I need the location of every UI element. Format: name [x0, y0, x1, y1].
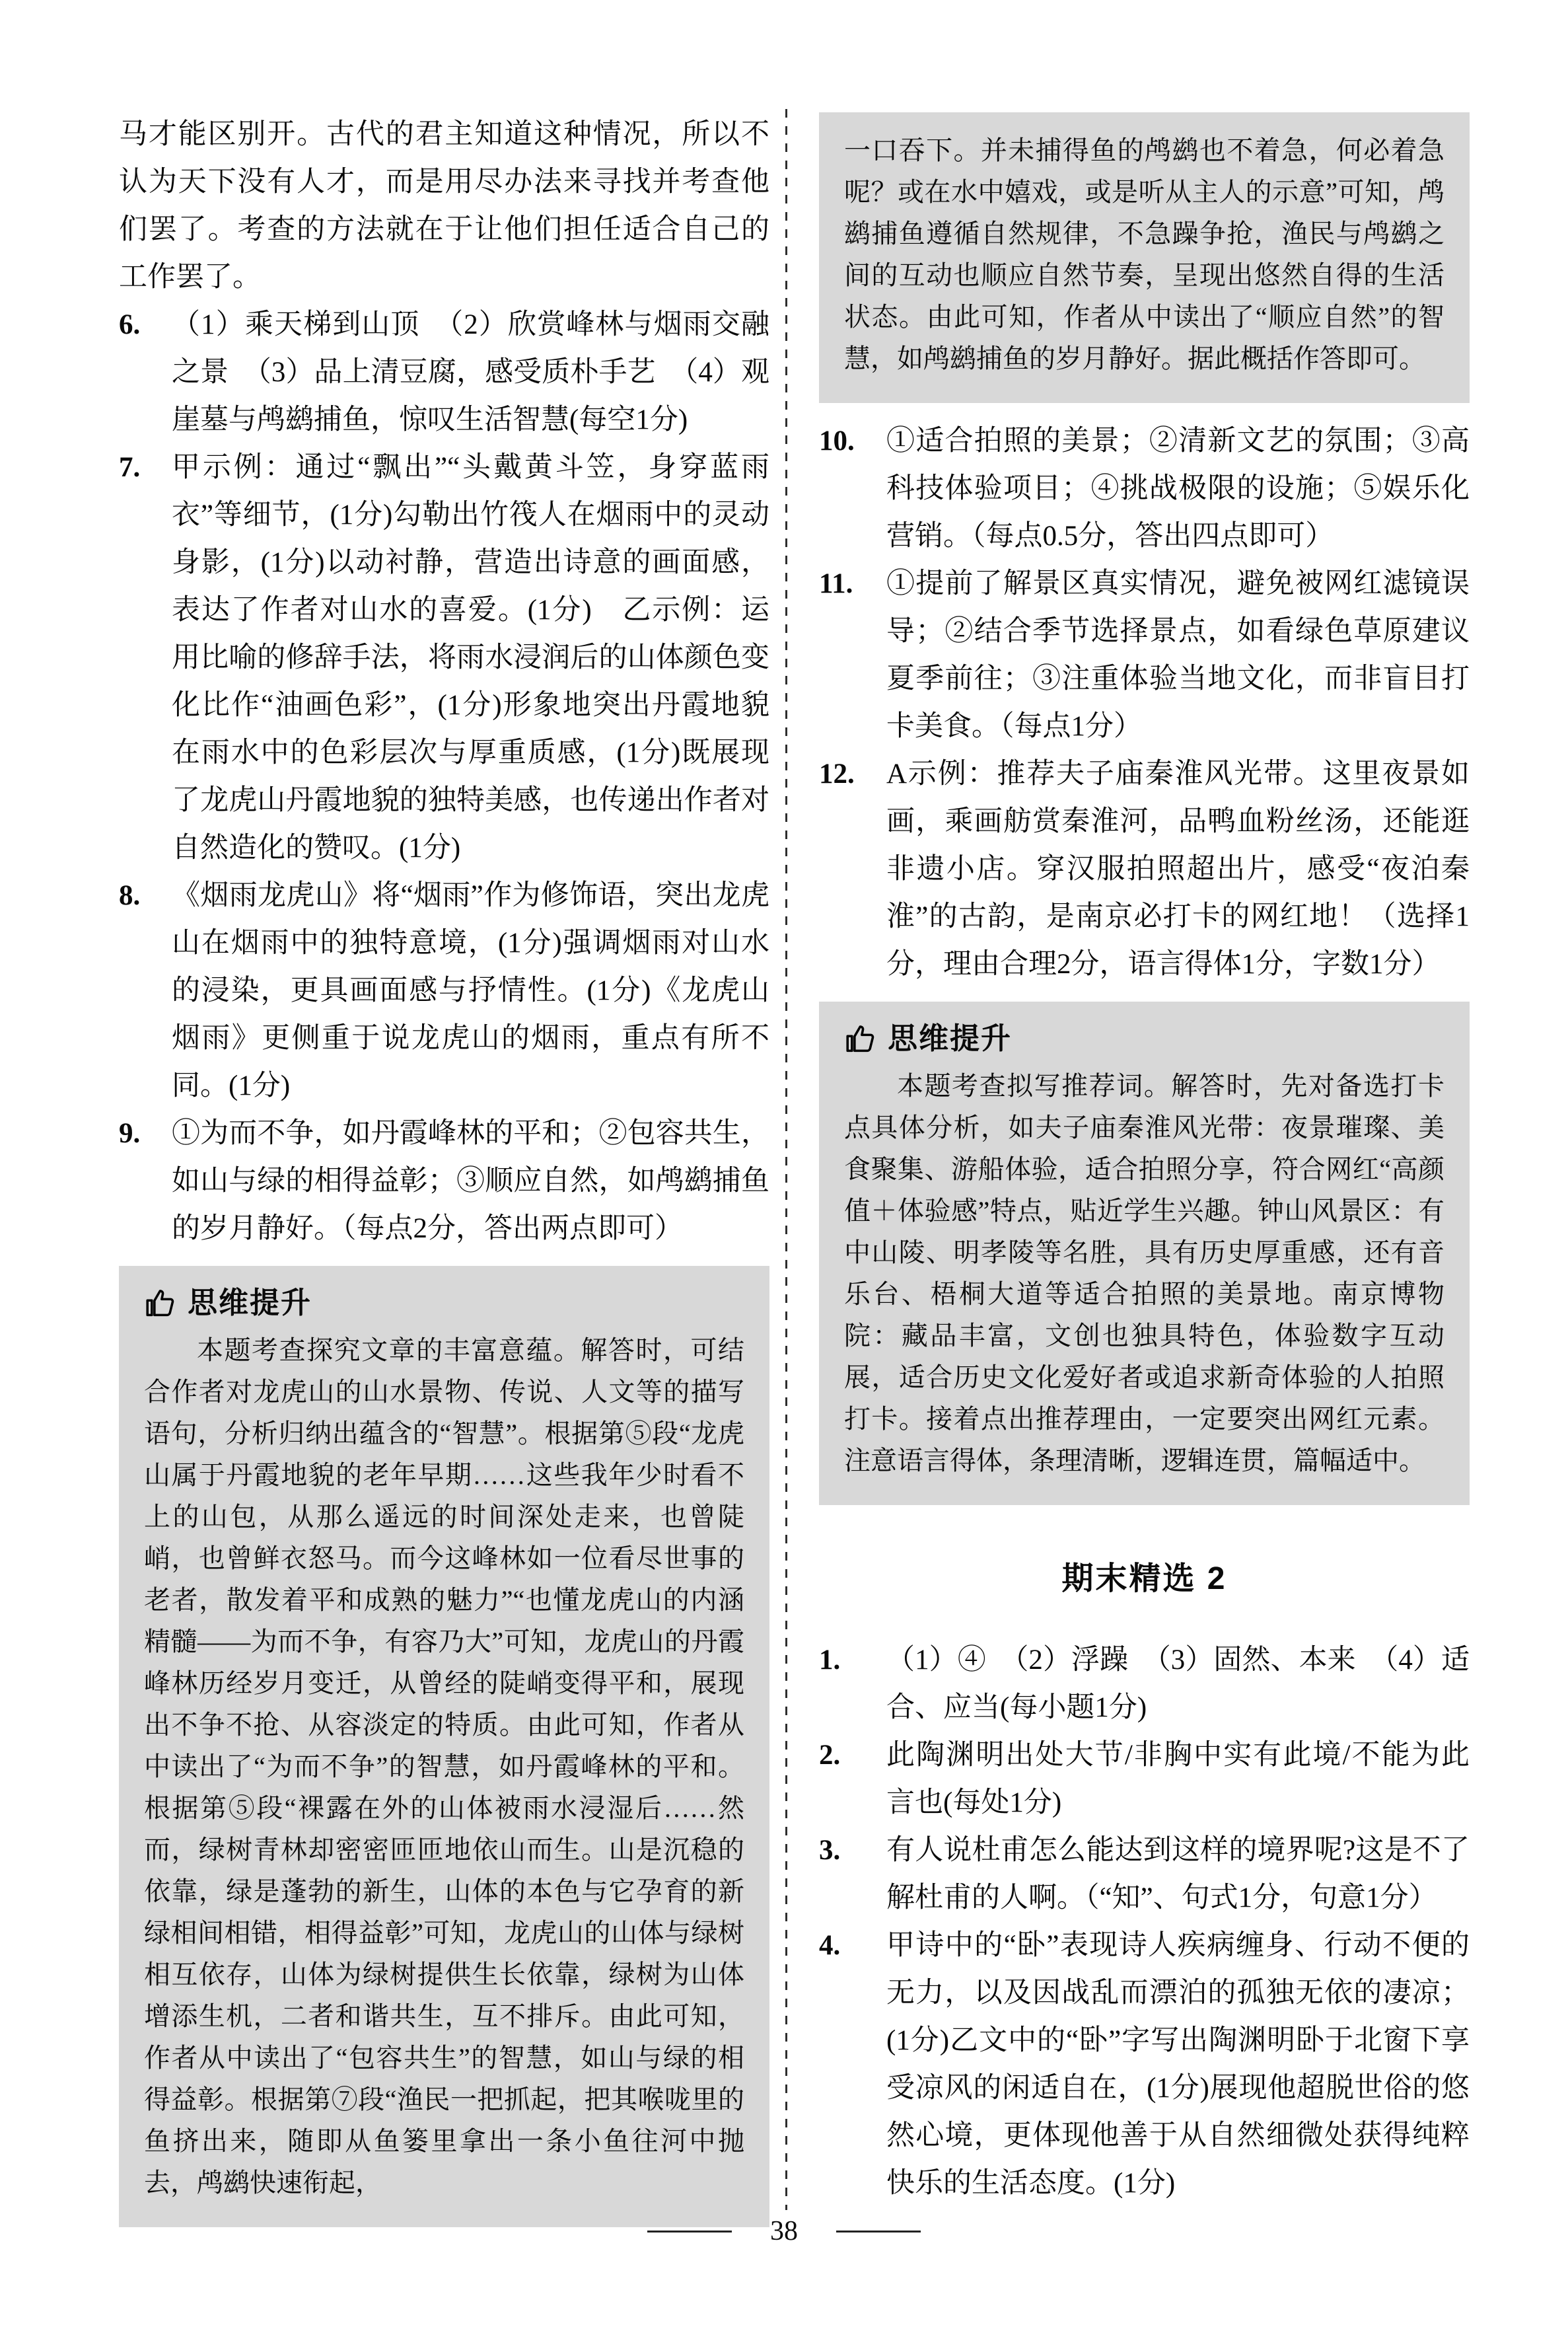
- item-number: 9.: [119, 1118, 141, 1149]
- right-column: [819, 111, 1470, 2207]
- tip-box-label: 思维提升: [888, 1021, 1013, 1055]
- intro-paragraph: 马才能区别开。古代的君主知道这种情况，所以不认为天下没有人才，而是用尽办法来寻找并考查他们罢了。考查的方法就在于让他们担任适合自己的工作罢了。: [119, 119, 769, 293]
- answer-item-2: [819, 1732, 1470, 1827]
- item-number: 10.: [819, 425, 855, 457]
- left-column: [119, 111, 769, 2227]
- tip-box-header: [144, 1283, 744, 1323]
- tip-box-left: [119, 1266, 769, 2227]
- thumbs-up-icon: [144, 1286, 177, 1319]
- item-number: 7.: [119, 452, 141, 483]
- item-number: 3.: [819, 1835, 841, 1866]
- item-text: 甲诗中的“卧”表现诗人疾病缠身、行动不便的无力，以及因战乱而漂泊的孤独无依的凄凉；(1分)乙文中的“卧”字写出陶渊明卧于北窗下享受凉风的闲适自在，(1分)展现他超脱世俗的悠然心境，更体现他善于从自然细微处获得纯粹快乐的生活态度。(1分): [886, 1930, 1470, 2199]
- item-text: ①适合拍照的美景；②清新文艺的氛围；③高科技体验项目；④挑战极限的设施；⑤娱乐化营销。（每点0.5分，答出四点即可）: [886, 425, 1470, 552]
- answer-item-10: [819, 418, 1470, 560]
- item-text: ①为而不争，如丹霞峰林的平和；②包容共生，如山与绿的相得益彰；③顺应自然，如鸬鹚捕鱼的岁月静好。（每点2分，答出两点即可）: [172, 1118, 769, 1244]
- item-text: 甲示例：通过“飘出”“头戴黄斗笠，身穿蓝雨衣”等细节，(1分)勾勒出竹筏人在烟雨中的灵动身影，(1分)以动衬静，营造出诗意的画面感，表达了作者对山水的喜爱。(1分) 乙示例：运用比喻的修辞手法，将雨水浸润后的山体颜色变化比作“油画色彩”，(1分)形象地突出丹霞地貌在雨水中的色彩层次与厚重质感，(1分)既展现了龙虎山丹霞地貌的独特美感，也传递出作者对自然造化的赞叹。(1分): [172, 452, 769, 864]
- tip-box-text: 本题考查探究文章的丰富意蕴。解答时，可结合作者对龙虎山的山水景物、传说、人文等的描写语句，分析归纳出蕴含的“智慧”。根据第⑤段“龙虎山属于丹霞地貌的老年早期……这些我年少时看不上的山包，从那么遥远的时间深处走来，也曾陡峭，也曾鲜衣怒马。而今这峰林如一位看尽世事的老者，散发着平和成熟的魅力”“也懂龙虎山的内涵精髓——为而不争，有容乃大”可知，龙虎山的丹霞峰林历经岁月变迁，从曾经的陡峭变得平和，展现出不争不抢、从容淡定的特质。由此可知，作者从中读出了“为而不争”的智慧，如丹霞峰林的平和。根据第⑤段“裸露在外的山体被雨水浸湿后……然而，绿树青林却密密匝匝地依山而生。山是沉稳的依靠，绿是蓬勃的新生，山体的本色与它孕育的新绿相间相错，相得益彰”可知，龙虎山的山体与绿树相互依存，山体为绿树提供生长依靠，绿树为山体增添生机，二者和谐共生，互不排斥。由此可知，作者从中读出了“包容共生”的智慧，如山与绿的相得益彰。根据第⑦段“渔民一把抓起，把其喉咙里的鱼挤出来，随即从鱼篓里拿出一条小鱼往河中抛去，鸬鹚快速衔起，: [144, 1335, 744, 2197]
- answer-item-3: [819, 1827, 1470, 1922]
- answer-item-1: [819, 1637, 1470, 1732]
- tip-box-continuation: [819, 112, 1470, 403]
- item-number: 11.: [819, 568, 853, 599]
- item-number: 8.: [119, 880, 141, 911]
- answer-item-9: [119, 1110, 769, 1253]
- item-text: 《烟雨龙虎山》将“烟雨”作为修饰语，突出龙虎山在烟雨中的独特意境，(1分)强调烟雨对山水的浸染，更具画面感与抒情性。(1分)《龙虎山烟雨》更侧重于说龙虎山的烟雨，重点有所不同。(1分): [172, 880, 769, 1101]
- footer-rule-left: [647, 2231, 732, 2233]
- item-text: （1）乘天梯到山顶 （2）欣赏峰林与烟雨交融之景 （3）品上清豆腐，感受质朴手艺 （4）观崖墓与鸬鹚捕鱼，惊叹生活智慧(每空1分): [172, 309, 769, 435]
- item-number: 6.: [119, 309, 141, 340]
- answer-item-8: [119, 872, 769, 1110]
- item-number: 12.: [819, 758, 855, 790]
- answer-item-4: [819, 1922, 1470, 2207]
- page-number: 38: [770, 2216, 798, 2246]
- item-text: ①提前了解景区真实情况，避免被网红滤镜误导；②结合季节选择景点，如看绿色草原建议夏季前往；③注重体验当地文化，而非盲目打卡美食。（每点1分）: [886, 568, 1470, 742]
- tip-box-right: [819, 1002, 1470, 1505]
- tip-box-header: [844, 1019, 1444, 1058]
- item-text: 有人说杜甫怎么能达到这样的境界呢?这是不了解杜甫的人啊。（“知”、句式1分，句意1分）: [886, 1835, 1470, 1913]
- answer-item-12: [819, 751, 1470, 988]
- item-number: 4.: [819, 1930, 841, 1961]
- tip-box-continuation-text: 一口吞下。并未捕得鱼的鸬鹚也不着急，何必着急呢？或在水中嬉戏，或是听从主人的示意”可知，鸬鹚捕鱼遵循自然规律，不急躁争抢，渔民与鸬鹚之间的互动也顺应自然节奏，呈现出悠然自得的生活状态。由此可知，作者从中读出了“顺应自然”的智慧，如鸬鹚捕鱼的岁月静好。据此概括作答即可。: [844, 135, 1444, 373]
- item-number: 2.: [819, 1740, 841, 1771]
- item-number: 1.: [819, 1644, 841, 1676]
- section-heading: 期末精选 2: [1061, 1561, 1227, 1596]
- answer-item-7: [119, 444, 769, 872]
- thumbs-up-icon: [844, 1022, 877, 1055]
- answer-item-11: [819, 560, 1470, 751]
- page-footer: [0, 2217, 1568, 2245]
- item-text: A示例：推荐夫子庙秦淮风光带。这里夜景如画，乘画舫赏秦淮河，品鸭血粉丝汤，还能逛非遗小店。穿汉服拍照超出片，感受“夜泊秦淮”的古韵，是南京必打卡的网红地！（选择1分，理由合理2分，语言得体1分，字数1分）: [886, 758, 1470, 980]
- footer-rule-right: [836, 2231, 921, 2233]
- answer-item-6: [119, 301, 769, 444]
- item-text: 此陶渊明出处大节/非胸中实有此境/不能为此言也(每处1分): [886, 1740, 1470, 1818]
- tip-box-text: 本题考查拟写推荐词。解答时，先对备选打卡点具体分析，如夫子庙秦淮风光带：夜景璀璨、美食聚集、游船体验，适合拍照分享，符合网红“高颜值＋体验感”特点，贴近学生兴趣。钟山风景区：有中山陵、明孝陵等名胜，具有历史厚重感，还有音乐台、梧桐大道等适合拍照的美景地。南京博物院：藏品丰富，文创也独具特色，体验数字互动展，适合历史文化爱好者或追求新奇体验的人拍照打卡。接着点出推荐理由，一定要突出网红元素。注意语言得体，条理清晰，逻辑连贯，篇幅适中。: [844, 1071, 1444, 1475]
- tip-box-label: 思维提升: [188, 1286, 312, 1319]
- column-divider: [785, 109, 787, 2210]
- item-text: （1）④ （2）浮躁 （3）固然、本来 （4）适合、应当(每小题1分): [886, 1644, 1470, 1723]
